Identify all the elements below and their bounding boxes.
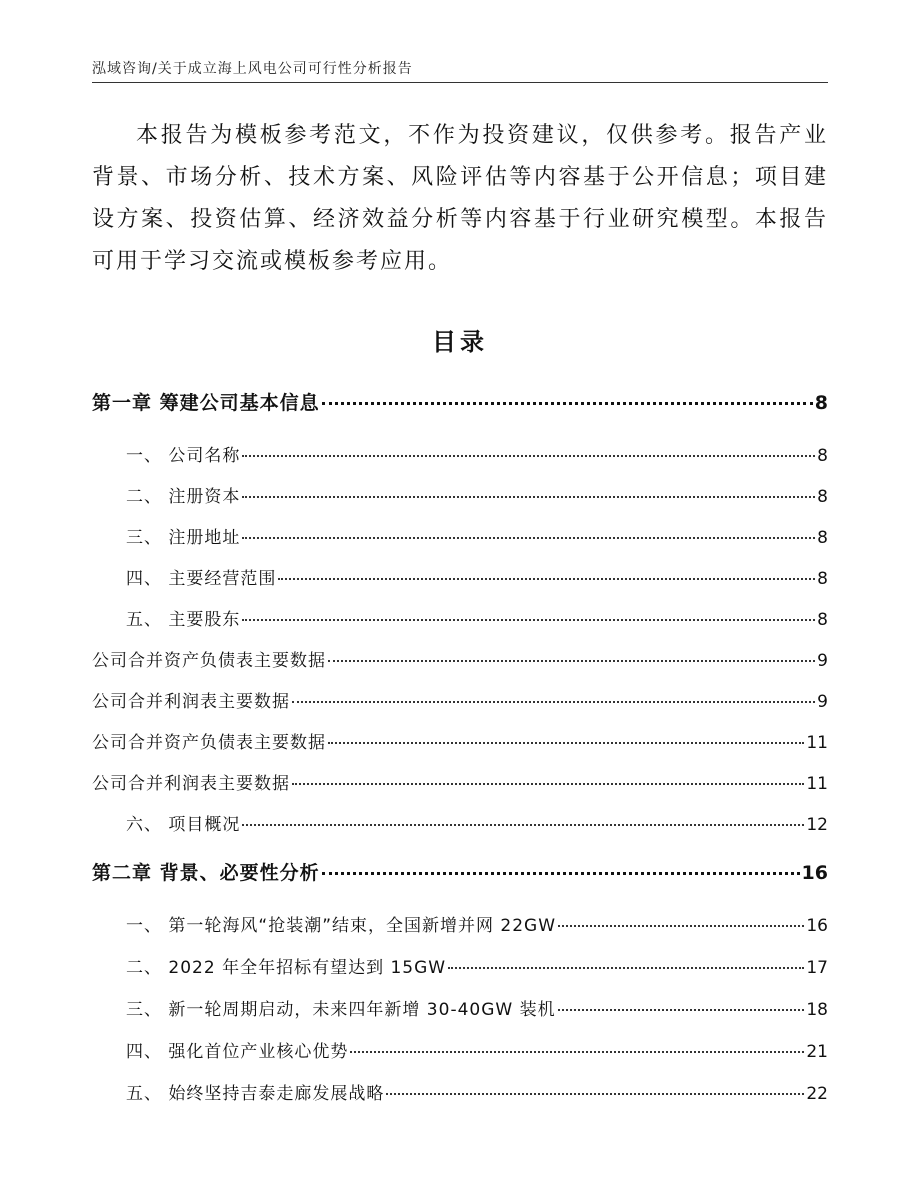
toc-page: 8 [814, 392, 828, 414]
toc-entry-core-advantage[interactable] [92, 1037, 828, 1062]
toc-leader [242, 455, 815, 457]
toc-label: 第二章 背景、必要性分析 [92, 862, 320, 884]
toc-leader [278, 578, 815, 580]
toc-page: 8 [817, 528, 828, 548]
toc-page: 21 [806, 1042, 828, 1062]
toc-label: 一、 公司名称 [126, 446, 241, 466]
toc-label: 公司合并利润表主要数据 [92, 774, 290, 794]
toc-leader [386, 1093, 804, 1095]
toc-label: 三、 注册地址 [126, 528, 241, 548]
toc-leader [242, 537, 815, 539]
toc-leader [558, 925, 804, 927]
toc-entry-shareholders[interactable] [92, 605, 828, 630]
toc-entry-new-cycle[interactable] [92, 995, 828, 1020]
toc-leader [328, 742, 804, 744]
intro-paragraph: 本报告为模板参考范文，不作为投资建议，仅供参考。报告产业背景、市场分析、技术方案、风险评估等内容基于公开信息；项目建设方案、投资估算、经济效益分析等内容基于行业研究模型。本报告可用于学习交流或模板参考应用。 [92, 123, 828, 274]
toc-entry-income-statement-2[interactable] [92, 769, 828, 794]
toc-label: 六、 项目概况 [126, 815, 241, 835]
toc-entry-company-name[interactable] [92, 441, 828, 466]
header-rule [92, 82, 828, 83]
toc-page: 8 [817, 487, 828, 507]
toc-entry-balance-sheet-1[interactable] [92, 646, 828, 671]
toc-page: 22 [806, 1084, 828, 1104]
toc-entry-business-scope[interactable] [92, 564, 828, 589]
toc-label: 一、 第一轮海风“抢装潮”结束，全国新增并网 22GW [126, 916, 557, 936]
toc-label: 二、 2022 年全年招标有望达到 15GW [126, 958, 447, 978]
toc-entry-2022-tenders[interactable] [92, 953, 828, 978]
toc-page: 17 [806, 958, 828, 978]
toc-entry-registered-address[interactable] [92, 523, 828, 548]
toc-label: 公司合并资产负债表主要数据 [92, 733, 326, 753]
toc-leader [242, 496, 815, 498]
running-header: 泓域咨询/关于成立海上风电公司可行性分析报告 [92, 61, 413, 77]
toc-label: 四、 强化首位产业核心优势 [126, 1042, 349, 1062]
toc-page: 8 [817, 569, 828, 589]
toc-label: 公司合并利润表主要数据 [92, 692, 290, 712]
toc-page: 11 [806, 774, 828, 794]
toc-leader [350, 1051, 804, 1053]
toc-page: 16 [801, 862, 828, 884]
toc-entry-registered-capital[interactable] [92, 482, 828, 507]
toc-page: 9 [817, 651, 828, 671]
toc-entry-project-overview[interactable] [92, 810, 828, 835]
toc-label: 公司合并资产负债表主要数据 [92, 651, 326, 671]
toc-page: 11 [806, 733, 828, 753]
toc-leader [292, 783, 804, 785]
toc-label: 五、 始终坚持吉泰走廊发展战略 [126, 1084, 385, 1104]
toc-label: 五、 主要股东 [126, 610, 241, 630]
toc-chapter-1[interactable] [92, 388, 828, 415]
toc-leader [292, 701, 815, 703]
toc-label: 四、 主要经营范围 [126, 569, 277, 589]
toc-page: 8 [817, 610, 828, 630]
toc-entry-income-statement-1[interactable] [92, 687, 828, 712]
toc-entry-jitai-corridor[interactable] [92, 1079, 828, 1104]
toc-page: 8 [817, 446, 828, 466]
toc-leader [322, 872, 800, 875]
toc-page: 9 [817, 692, 828, 712]
toc-page: 12 [806, 815, 828, 835]
toc-label: 三、 新一轮周期启动，未来四年新增 30-40GW 装机 [126, 1000, 556, 1020]
toc-label: 第一章 筹建公司基本信息 [92, 392, 320, 414]
toc-entry-balance-sheet-2[interactable] [92, 728, 828, 753]
toc-chapter-2[interactable] [92, 858, 828, 885]
toc-label: 二、 注册资本 [126, 487, 241, 507]
toc-leader [328, 660, 815, 662]
toc-leader [242, 824, 804, 826]
toc-page: 16 [806, 916, 828, 936]
toc-leader [242, 619, 815, 621]
toc-leader [558, 1009, 805, 1011]
toc-title: 目录 [432, 328, 488, 356]
toc-leader [448, 967, 804, 969]
toc-leader [322, 402, 813, 405]
toc-page: 18 [806, 1000, 828, 1020]
toc-entry-offshore-wind-rush[interactable] [92, 911, 828, 936]
